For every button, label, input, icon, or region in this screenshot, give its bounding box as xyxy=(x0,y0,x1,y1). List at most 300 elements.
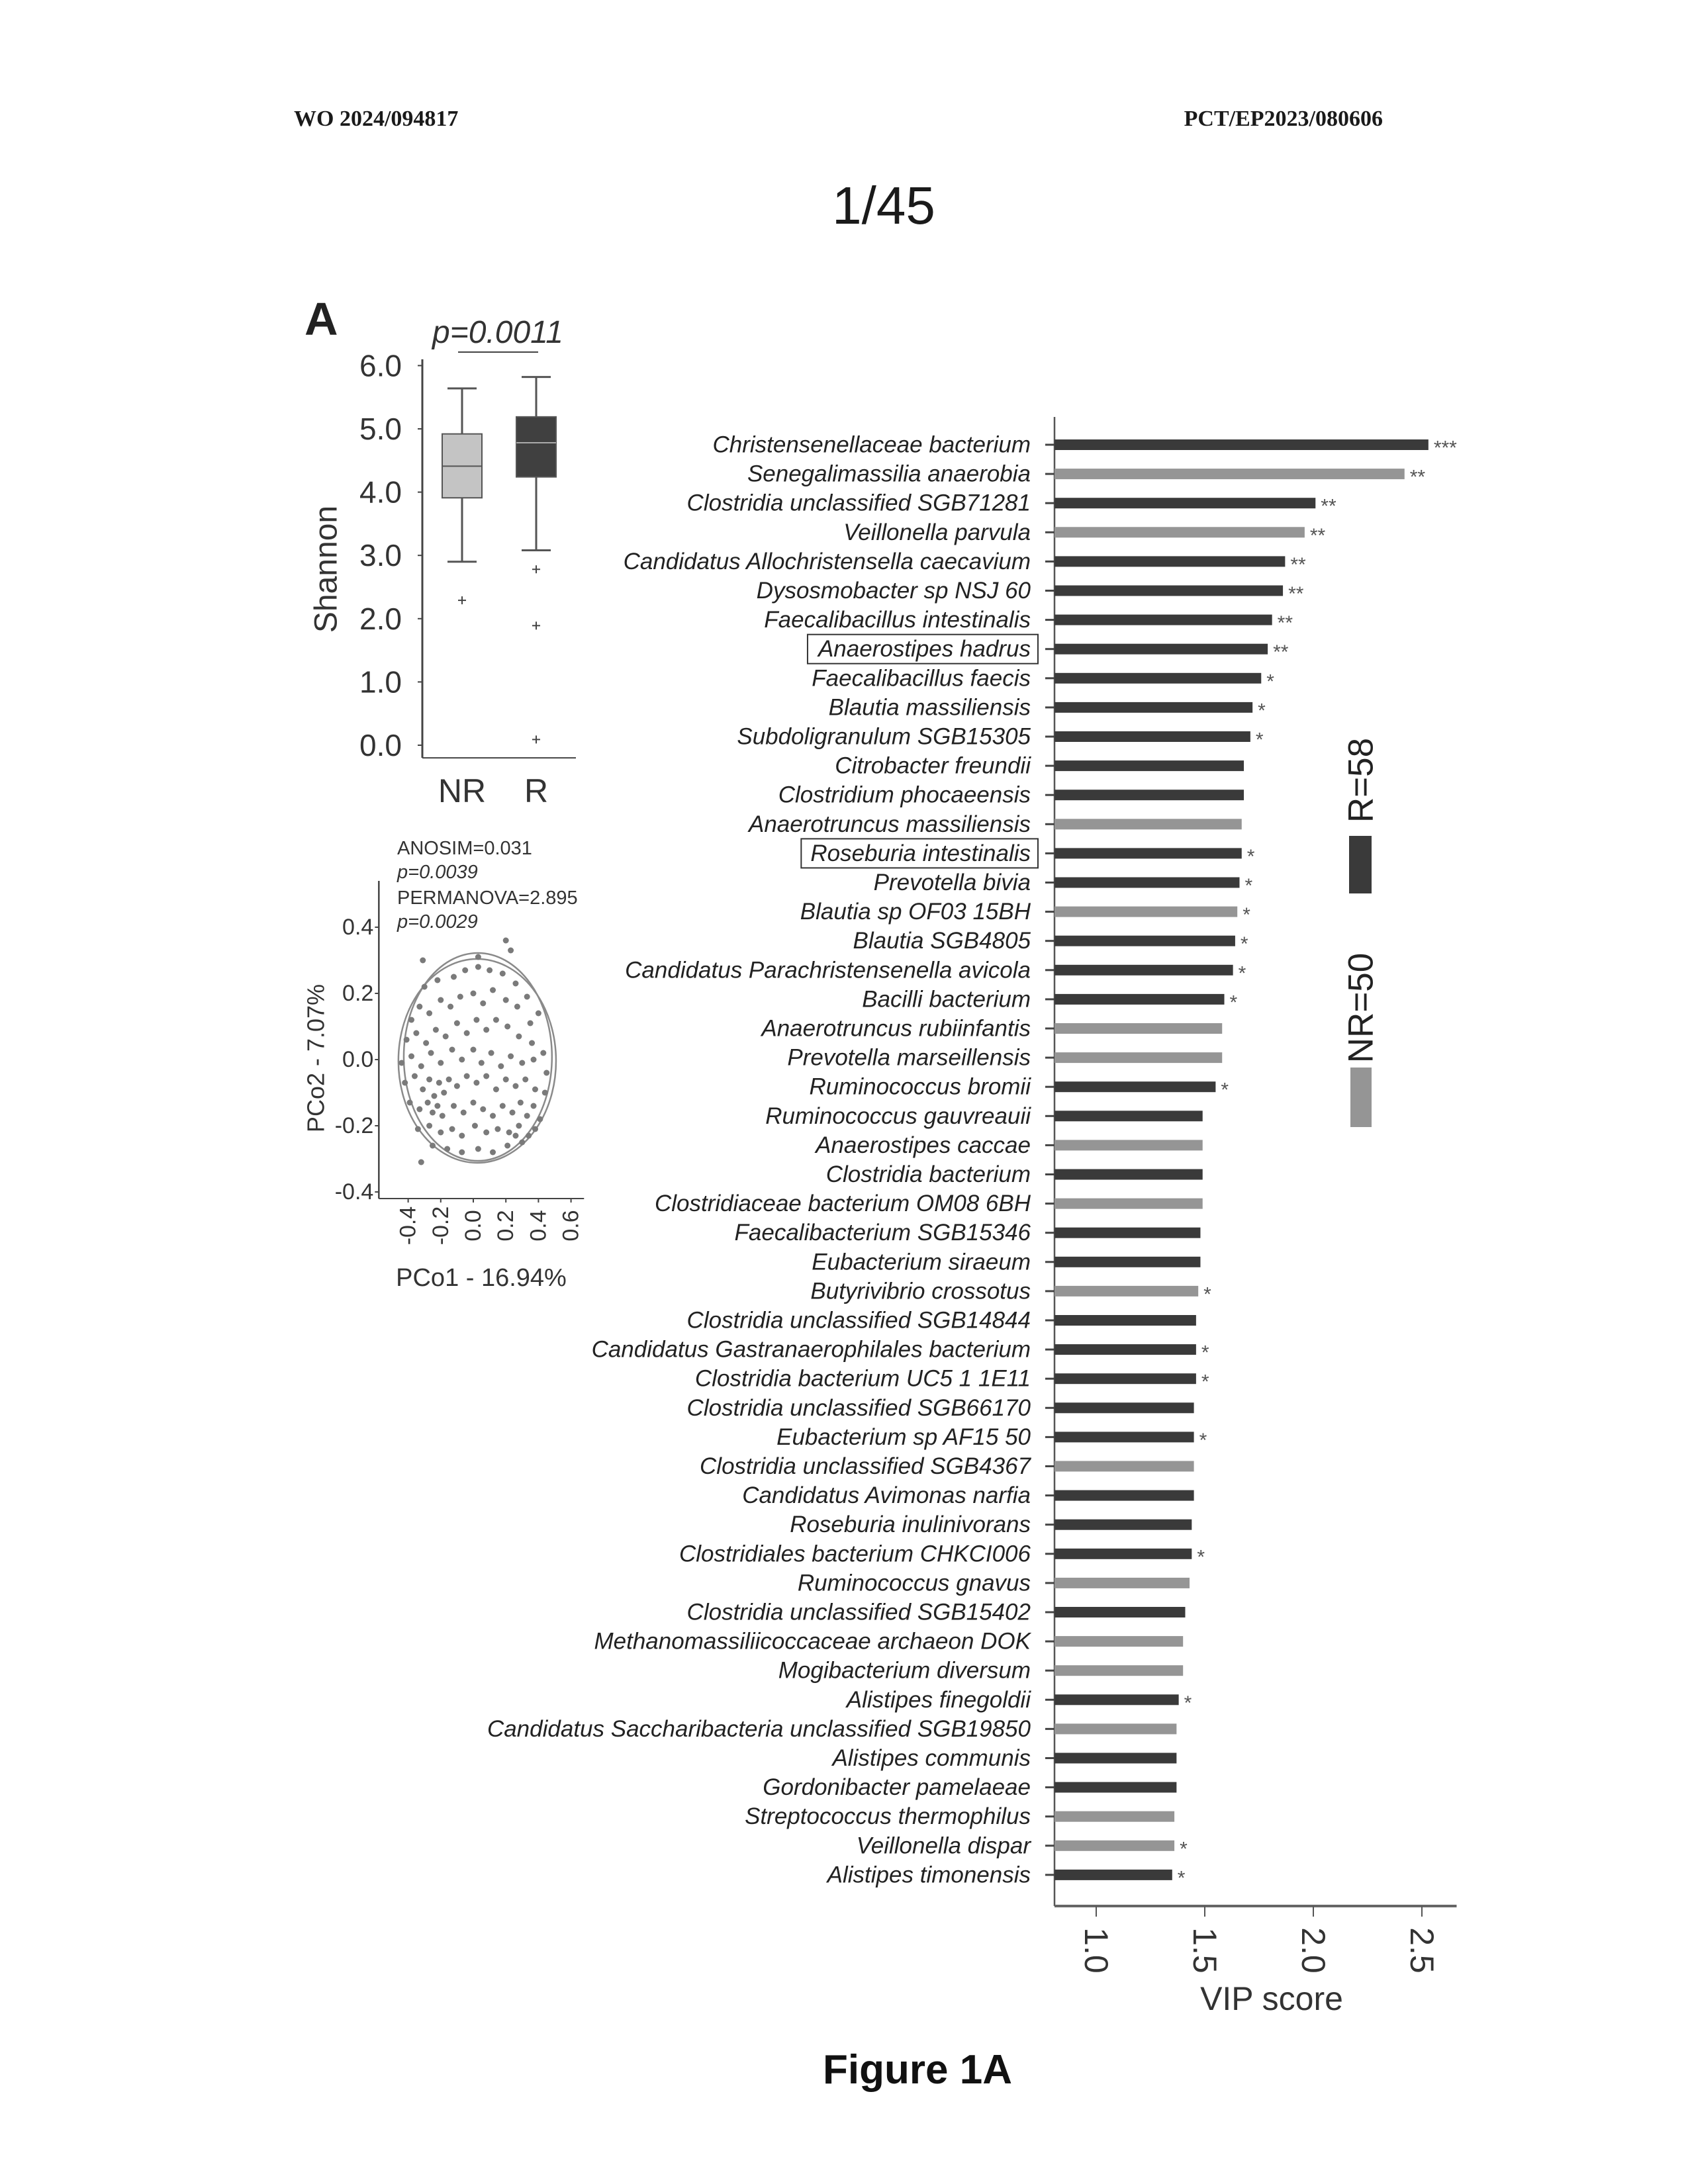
scatter-point xyxy=(444,1146,450,1152)
bar-label: Streptococcus thermophilus xyxy=(745,1803,1031,1829)
bar-row xyxy=(787,1045,1222,1071)
statistic-annotation: PERMANOVA=2.895 xyxy=(397,887,578,909)
significance-stars: * xyxy=(1243,904,1250,926)
bar-label: Clostridium phocaeensis xyxy=(778,782,1031,808)
bar-row xyxy=(826,1161,1203,1187)
bar xyxy=(1055,439,1429,450)
bar-label: Alistipes communis xyxy=(831,1745,1031,1771)
bar xyxy=(1055,702,1252,713)
scatter-point xyxy=(413,1030,419,1036)
scatter-point xyxy=(418,1064,424,1069)
scatter-point xyxy=(434,978,440,983)
scatter-point xyxy=(532,1087,538,1093)
bar-row xyxy=(747,811,1242,837)
scatter-point xyxy=(475,1146,481,1152)
scatter-point xyxy=(464,1030,470,1036)
scatter-point xyxy=(506,1130,512,1136)
bar-label: Roseburia intestinalis xyxy=(810,841,1031,866)
bar-label: Clostridia unclassified SGB66170 xyxy=(687,1395,1031,1421)
scatter-point xyxy=(447,1004,453,1010)
scatter-point xyxy=(524,994,530,1000)
scatter-point xyxy=(512,1133,518,1139)
significance-stars: * xyxy=(1180,1838,1188,1860)
scatter-point xyxy=(532,1126,538,1132)
x-axis-label: PCo1 - 16.94% xyxy=(396,1264,567,1292)
bar xyxy=(1055,1140,1203,1150)
scatter-point xyxy=(483,1027,489,1033)
y-tick-label: 1.0 xyxy=(359,664,402,699)
bar xyxy=(1055,556,1285,567)
scatter-point xyxy=(473,1080,479,1086)
scatter-point xyxy=(531,1057,537,1063)
bar-label: Clostridiaceae bacterium OM08 6BH xyxy=(655,1191,1031,1216)
legend-swatch xyxy=(1350,1068,1372,1127)
scatter-point xyxy=(430,1143,436,1149)
scatter-point xyxy=(512,981,518,987)
significance-stars: * xyxy=(1201,1342,1209,1364)
bar-row xyxy=(594,1629,1184,1655)
scatter-point xyxy=(408,1054,414,1060)
bar xyxy=(1055,1753,1176,1764)
scatter-point xyxy=(522,1077,528,1083)
bar-row xyxy=(760,1016,1222,1042)
bar xyxy=(1055,1461,1194,1472)
scatter-point xyxy=(536,1011,541,1017)
bar xyxy=(1055,1257,1200,1267)
bar xyxy=(1055,819,1242,829)
scatter-point xyxy=(399,1060,404,1066)
bar-label: Clostridia unclassified SGB15402 xyxy=(687,1600,1031,1625)
scatter-point xyxy=(473,1017,479,1023)
figure-page xyxy=(0,0,1688,2184)
bar xyxy=(1055,673,1261,684)
scatter-point xyxy=(503,997,509,1003)
bar-row xyxy=(798,1570,1190,1596)
bar-label: Mogibacterium diversum xyxy=(778,1658,1031,1684)
bar-row xyxy=(742,1482,1194,1508)
scatter-point xyxy=(449,1047,455,1053)
bar-label: Anaerotruncus massiliensis xyxy=(747,811,1031,837)
bar-row xyxy=(763,1774,1176,1800)
y-tick-label: -0.2 xyxy=(335,1113,374,1138)
scatter-point xyxy=(479,1060,485,1066)
bar-row xyxy=(687,490,1336,518)
scatter-point xyxy=(543,1070,549,1076)
bar-label: Candidatus Allochristensella caecavium xyxy=(624,549,1031,574)
bar xyxy=(1055,1081,1215,1092)
bar-label: Clostridia unclassified SGB4367 xyxy=(700,1453,1032,1479)
bar-label: Clostridia unclassified SGB71281 xyxy=(687,490,1031,516)
bar-label: Faecalibacillus intestinalis xyxy=(764,607,1031,633)
scatter-point xyxy=(508,1054,514,1060)
bar xyxy=(1055,644,1268,655)
scatter-point xyxy=(493,1017,499,1023)
bar xyxy=(1055,1373,1196,1384)
scatter-point xyxy=(489,1050,494,1056)
bar xyxy=(1055,1286,1198,1297)
scatter-point xyxy=(493,1087,499,1093)
significance-stars: ** xyxy=(1290,554,1306,576)
scatter-point xyxy=(431,1093,437,1099)
scatter-point xyxy=(412,1073,418,1079)
bar-label: Candidatus Avimonas narfia xyxy=(742,1482,1031,1508)
significance-stars: * xyxy=(1258,700,1266,721)
bar xyxy=(1055,1344,1196,1355)
scatter-point xyxy=(451,974,457,980)
bar xyxy=(1055,1694,1179,1705)
vip-bar-chart xyxy=(487,417,1457,2017)
bar-label: Candidatus Parachristensenella avicola xyxy=(625,957,1031,983)
scatter-point xyxy=(480,1001,486,1007)
bar xyxy=(1055,1228,1200,1238)
bar-row xyxy=(695,1366,1209,1393)
scatter-point xyxy=(457,994,463,1000)
bar-row xyxy=(808,635,1289,664)
bar xyxy=(1055,1315,1196,1326)
x-tick-label: 0.0 xyxy=(461,1210,486,1241)
scatter-point xyxy=(518,1100,524,1106)
scatter-point xyxy=(433,1027,439,1033)
scatter-point xyxy=(464,1073,470,1079)
legend-swatch xyxy=(1349,836,1372,893)
scatter-point xyxy=(519,1060,525,1066)
bar-row xyxy=(778,782,1244,808)
scatter-point xyxy=(471,1100,477,1106)
bar xyxy=(1055,1111,1203,1121)
bar-row xyxy=(835,753,1244,779)
scatter-point xyxy=(404,1037,410,1043)
bar-label: Clostridiales bacterium CHKCI006 xyxy=(679,1541,1031,1567)
x-tick-label: 2.5 xyxy=(1403,1927,1440,1974)
statistic-annotation: p=0.0029 xyxy=(397,911,478,933)
bar xyxy=(1055,1636,1183,1647)
significance-stars: ** xyxy=(1310,525,1326,547)
bar-label: Alistipes finegoldii xyxy=(845,1687,1031,1713)
bar-label: Anaerostipes hadrus xyxy=(817,636,1031,662)
significance-stars: * xyxy=(1199,1430,1207,1451)
scatter-point xyxy=(504,1143,510,1149)
scatter-point xyxy=(514,1004,520,1010)
bar-row xyxy=(764,607,1293,634)
scatter-point xyxy=(459,1057,465,1063)
x-category-label: R xyxy=(524,772,548,809)
scatter-point xyxy=(443,1034,449,1040)
bar-label: Gordonibacter pamelaeae xyxy=(763,1774,1031,1800)
bar-row xyxy=(712,432,1457,459)
bar-row xyxy=(845,1687,1192,1714)
scatter-point xyxy=(480,1107,486,1113)
bar-label: Veillonella dispar xyxy=(857,1833,1032,1858)
bar xyxy=(1055,469,1405,479)
scatter-point xyxy=(440,1113,445,1119)
scatter-point xyxy=(475,954,481,960)
bar xyxy=(1055,1432,1194,1442)
scatter-point xyxy=(434,1103,440,1109)
bar-label: Dysosmobacter sp NSJ 60 xyxy=(757,578,1031,604)
scatter-point xyxy=(504,1024,510,1030)
statistic-annotation: ANOSIM=0.031 xyxy=(397,838,532,859)
scatter-point xyxy=(483,1130,489,1136)
x-tick-label: 0.2 xyxy=(493,1210,518,1241)
outlier-marker xyxy=(532,621,540,629)
scatter-point xyxy=(483,1073,489,1079)
bar-label: Candidatus Gastranaerophilales bacterium xyxy=(592,1337,1031,1363)
y-tick-label: 0.4 xyxy=(342,915,373,940)
significance-stars: * xyxy=(1201,1371,1209,1393)
scatter-point xyxy=(420,1087,426,1093)
scatter-point xyxy=(423,1040,429,1046)
x-tick-label: 0.4 xyxy=(526,1210,551,1241)
scatter-point xyxy=(516,1123,522,1129)
x-tick-label: 1.5 xyxy=(1186,1927,1223,1974)
bar-label: Anaerotruncus rubiinfantis xyxy=(760,1016,1031,1042)
outlier-marker xyxy=(532,565,540,573)
scatter-point xyxy=(516,1034,522,1040)
scatter-point xyxy=(519,1140,525,1146)
y-tick-label: 0.0 xyxy=(342,1047,373,1072)
bar-row xyxy=(843,520,1325,547)
bar xyxy=(1055,994,1225,1005)
bar xyxy=(1055,1811,1174,1822)
bar xyxy=(1055,1402,1194,1413)
y-axis-label: Shannon xyxy=(309,506,344,633)
scatter-point xyxy=(420,958,426,964)
significance-stars: ** xyxy=(1278,612,1293,634)
scatter-point xyxy=(436,1080,442,1086)
bar xyxy=(1055,1782,1176,1793)
scatter-point xyxy=(459,1150,465,1156)
bar-row xyxy=(853,928,1248,955)
scatter-point xyxy=(472,1123,478,1129)
bar-row xyxy=(687,1600,1186,1625)
bar-label: Prevotella bivia xyxy=(874,870,1031,895)
y-axis-label: PCo2 - 7.07% xyxy=(303,984,330,1132)
scatter-point xyxy=(454,1083,460,1089)
significance-stars: * xyxy=(1266,670,1274,692)
bar-row xyxy=(679,1541,1205,1568)
outlier-marker xyxy=(532,735,540,743)
scatter-point xyxy=(461,1110,467,1116)
significance-stars: ** xyxy=(1321,496,1336,518)
bar xyxy=(1055,731,1250,742)
box-iqr xyxy=(516,417,556,477)
bar-row xyxy=(700,1453,1194,1479)
bar-label: Ruminococcus gnavus xyxy=(798,1570,1031,1596)
bar xyxy=(1055,498,1315,508)
bar xyxy=(1055,965,1233,976)
x-tick-label: 2.0 xyxy=(1295,1927,1332,1974)
scatter-point xyxy=(528,1021,534,1026)
bar-row xyxy=(592,1337,1209,1364)
bar xyxy=(1055,527,1305,537)
scatter-point xyxy=(426,1123,432,1129)
bar xyxy=(1055,1665,1183,1676)
bar-row xyxy=(624,549,1306,576)
bar-row xyxy=(829,694,1266,721)
bar xyxy=(1055,1578,1190,1588)
significance-stars: * xyxy=(1184,1692,1192,1714)
significance-stars: * xyxy=(1239,962,1246,984)
bar-label: Faecalibacillus faecis xyxy=(812,665,1031,691)
significance-stars: * xyxy=(1221,1079,1229,1101)
application-number: PCT/EP2023/080606 xyxy=(1184,107,1383,131)
bar-label: Candidatus Saccharibacteria unclassified SGB19850 xyxy=(487,1716,1031,1742)
bar-row xyxy=(745,1803,1174,1829)
scatter-point xyxy=(500,971,506,977)
scatter-point xyxy=(490,1150,496,1156)
bar-label: Ruminococcus bromii xyxy=(809,1074,1031,1100)
bar-row xyxy=(778,1658,1183,1684)
scatter-point xyxy=(490,987,496,993)
scatter-point xyxy=(438,1130,444,1136)
bar-row xyxy=(687,1308,1196,1334)
bar-row xyxy=(810,1278,1211,1305)
bar-row xyxy=(687,1395,1194,1421)
scatter-point xyxy=(510,1110,516,1116)
scatter-point xyxy=(475,964,481,970)
scatter-point xyxy=(498,1064,504,1069)
bar-row xyxy=(625,957,1246,984)
scatter-point xyxy=(430,1110,436,1116)
bar-row xyxy=(814,1132,1203,1158)
bar-label: Bacilli bacterium xyxy=(862,986,1031,1012)
scatter-point xyxy=(402,1080,408,1086)
scatter-point xyxy=(531,1103,537,1109)
scatter-point xyxy=(542,1090,548,1096)
bar-label: Subdoligranulum SGB15305 xyxy=(737,724,1031,750)
scatter-point xyxy=(512,1083,518,1089)
x-tick-label: 0.6 xyxy=(559,1210,584,1241)
bar-row xyxy=(737,724,1264,751)
bar xyxy=(1055,586,1283,596)
x-category-label: NR xyxy=(438,772,486,809)
y-tick-label: 3.0 xyxy=(359,538,402,572)
bar-label: Blautia massiliensis xyxy=(829,694,1031,720)
bar xyxy=(1055,1052,1222,1063)
scatter-point xyxy=(524,1113,530,1119)
legend-label: R=58 xyxy=(1342,738,1381,823)
bar xyxy=(1055,907,1237,917)
significance-stars: ** xyxy=(1288,583,1304,605)
scatter-point xyxy=(426,1077,432,1083)
bar-row xyxy=(862,986,1237,1013)
bar xyxy=(1055,1169,1203,1180)
box-r xyxy=(516,377,556,744)
y-tick-label: 0.0 xyxy=(359,728,402,762)
bar-row xyxy=(874,870,1253,897)
bar xyxy=(1055,1841,1174,1851)
scatter-point xyxy=(425,1100,431,1106)
box-nr xyxy=(442,388,482,604)
bar-label: Faecalibacterium SGB15346 xyxy=(735,1220,1031,1246)
bar-row xyxy=(757,578,1304,605)
bar-row xyxy=(655,1191,1203,1216)
bar xyxy=(1055,1490,1194,1501)
legend-label: NR=50 xyxy=(1342,953,1381,1063)
shannon-boxplot xyxy=(309,315,577,809)
significance-stars: * xyxy=(1244,875,1252,897)
bar-row xyxy=(809,1074,1229,1101)
scatter-point xyxy=(490,1113,496,1119)
bar-label: Clostridia unclassified SGB14844 xyxy=(687,1308,1031,1334)
scatter-point xyxy=(471,991,477,997)
bar xyxy=(1055,760,1244,771)
significance-stars: ** xyxy=(1273,641,1289,663)
outlier-marker xyxy=(458,596,466,604)
bar-label: Eubacterium sp AF15 50 xyxy=(776,1424,1031,1450)
bar xyxy=(1055,1549,1192,1559)
bar xyxy=(1055,1607,1185,1617)
scatter-point xyxy=(422,984,428,990)
bar-label: Butyrivibrio crossotus xyxy=(810,1278,1031,1304)
x-tick-label: 1.0 xyxy=(1078,1927,1115,1974)
bar-label: Alistipes timonensis xyxy=(826,1862,1031,1888)
significance-stars: * xyxy=(1241,933,1248,955)
bar-label: Eubacterium siraeum xyxy=(812,1249,1031,1275)
x-tick-label: -0.4 xyxy=(396,1206,421,1246)
scatter-point xyxy=(416,1004,422,1010)
scatter-point xyxy=(526,1133,532,1139)
legend xyxy=(1342,738,1381,1127)
bar xyxy=(1055,615,1272,625)
sheet-number: 1/45 xyxy=(832,176,935,235)
scatter-point xyxy=(426,1011,432,1017)
bar xyxy=(1055,1870,1172,1880)
y-tick-label: 2.0 xyxy=(359,602,402,636)
scatter-point xyxy=(500,1103,506,1109)
scatter-point xyxy=(438,1060,444,1066)
bar-label: Clostridia bacterium xyxy=(826,1161,1031,1187)
scatter-point xyxy=(503,938,509,944)
bar-row xyxy=(812,1249,1200,1275)
scatter-point xyxy=(494,1126,500,1132)
bar-row xyxy=(857,1833,1188,1860)
bar-row xyxy=(487,1716,1176,1742)
scatter-point xyxy=(416,1107,422,1113)
bar-label: Blautia SGB4805 xyxy=(853,928,1031,954)
y-tick-label: 0.2 xyxy=(342,981,373,1006)
scatter-point xyxy=(487,968,492,974)
bar-row xyxy=(801,839,1254,868)
bar-label: Roseburia inulinivorans xyxy=(790,1512,1031,1537)
bar-row xyxy=(790,1512,1192,1537)
bar-row xyxy=(747,461,1425,488)
scatter-point xyxy=(462,968,468,974)
scatter-point xyxy=(408,1017,414,1023)
bar xyxy=(1055,1723,1176,1734)
scatter-point xyxy=(415,1126,421,1132)
bar-label: Ruminococcus gauvreauii xyxy=(765,1103,1031,1129)
figure-caption: Figure 1A xyxy=(823,2047,1012,2093)
pcoa-scatter xyxy=(303,838,585,1292)
significance-stars: * xyxy=(1256,729,1264,751)
significance-stars: * xyxy=(1247,846,1255,868)
bar xyxy=(1055,848,1242,858)
scatter-point xyxy=(441,1090,447,1096)
bar-label: Citrobacter freundii xyxy=(835,753,1031,779)
scatter-point xyxy=(451,1103,457,1109)
scatter-point xyxy=(407,1100,413,1106)
significance-stars: ** xyxy=(1410,467,1426,488)
bar-row xyxy=(812,665,1274,692)
bar xyxy=(1055,1199,1203,1209)
bar-label: Prevotella marseillensis xyxy=(787,1045,1031,1071)
bar-row xyxy=(826,1862,1186,1889)
bar-label: Christensenellaceae bacterium xyxy=(712,432,1031,458)
y-tick-label: 5.0 xyxy=(359,412,402,446)
bar-label: Veillonella parvula xyxy=(843,520,1031,545)
bar-label: Blautia sp OF03 15BH xyxy=(800,899,1031,925)
